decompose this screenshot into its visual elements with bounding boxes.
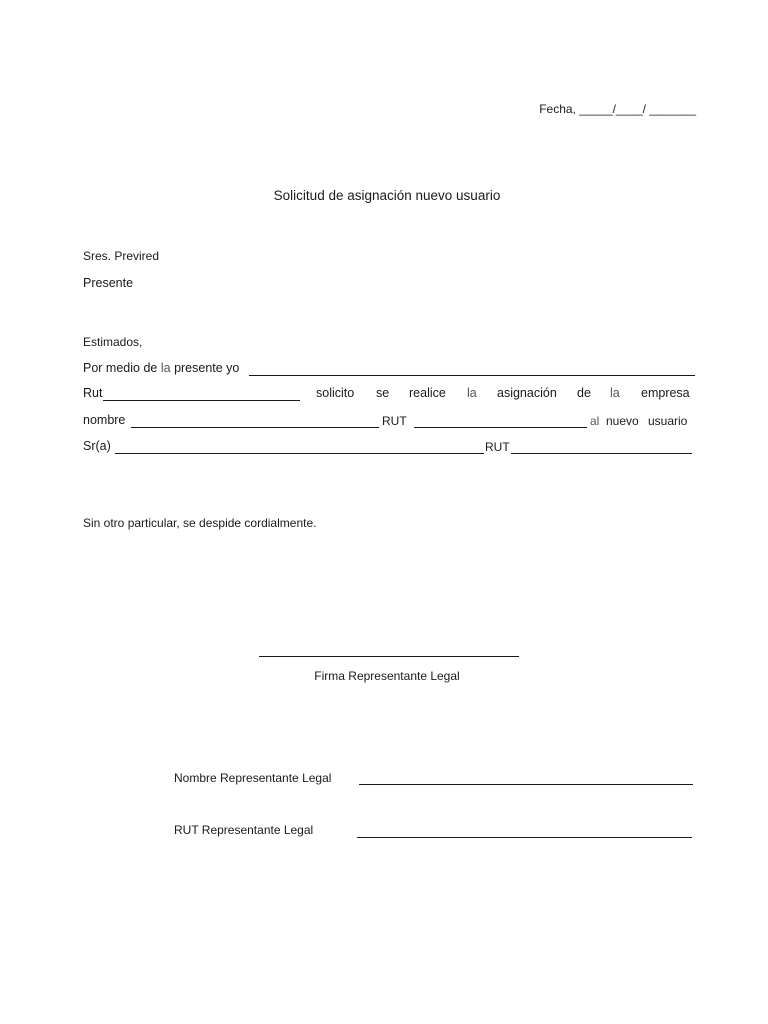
- line3-usuario: usuario: [648, 414, 688, 428]
- line2-word-5: asignación: [497, 386, 557, 400]
- line4-sra: Sr(a): [83, 439, 111, 453]
- greeting: Estimados,: [83, 335, 143, 349]
- line2-word-8: empresa: [641, 386, 690, 400]
- rep-name-blank-line[interactable]: [359, 784, 693, 785]
- line3-rut: RUT: [382, 414, 407, 428]
- company-name-blank-line[interactable]: [131, 427, 379, 428]
- line2-word-6: de: [577, 386, 591, 400]
- line2-word-3: realice: [409, 386, 446, 400]
- new-user-name-blank-line[interactable]: [115, 453, 484, 454]
- body-line-1: [83, 361, 239, 375]
- line2-rut: Rut: [83, 386, 103, 400]
- presente-text: Presente: [83, 276, 134, 290]
- line1-la: la: [160, 361, 171, 375]
- line2-word-4: la: [467, 386, 477, 400]
- line3-nombre: nombre: [83, 413, 126, 427]
- signature-label: Firma Representante Legal: [314, 669, 460, 683]
- line3-nuevo: nuevo: [606, 414, 639, 428]
- company-rut-blank-line[interactable]: [414, 427, 587, 428]
- line2-word-2: se: [376, 386, 390, 400]
- closing-text: Sin otro particular, se despide cordialmente.: [83, 516, 317, 530]
- line2-word-1: solicito: [316, 386, 355, 400]
- rut-blank-line[interactable]: [103, 400, 300, 401]
- name-blank-line[interactable]: [249, 375, 695, 376]
- line2-word-7: la: [610, 386, 620, 400]
- new-user-rut-blank-line[interactable]: [511, 453, 692, 454]
- line3-al: al: [590, 414, 600, 428]
- date-line: Fecha, _____/____/ _______: [539, 102, 696, 116]
- rep-rut-label: RUT Representante Legal: [174, 823, 314, 837]
- line4-rut: RUT: [485, 440, 510, 454]
- signature-line[interactable]: [259, 656, 519, 657]
- document-title: Solicitud de asignación nuevo usuario: [273, 188, 501, 203]
- rep-rut-blank-line[interactable]: [357, 837, 692, 838]
- rep-name-label: Nombre Representante Legal: [174, 771, 332, 785]
- recipient: Sres. Previred: [83, 249, 160, 263]
- line1-prefix: Por medio de: [83, 361, 158, 375]
- line1-suffix: presente yo: [174, 361, 240, 375]
